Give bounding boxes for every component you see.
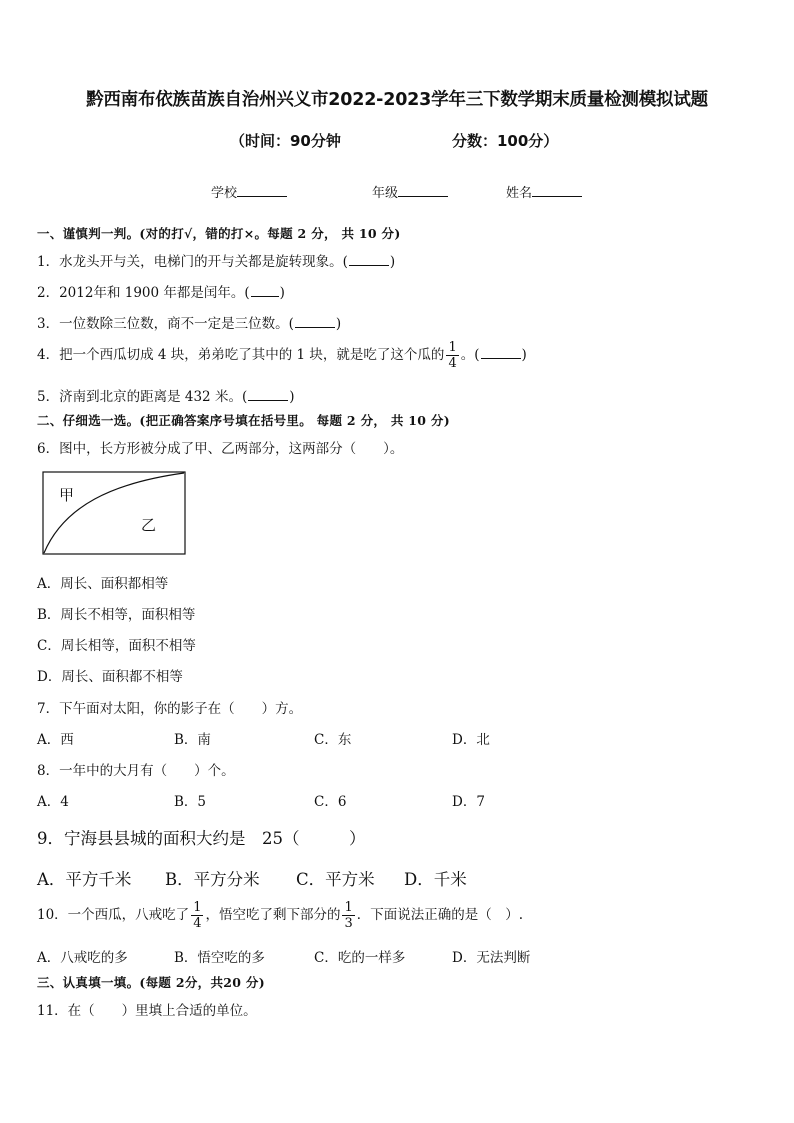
score-label: 分数：100分） (452, 132, 559, 150)
q6-option-a[interactable]: A．周长、面积都相等 (37, 576, 169, 592)
question-2: 2．2012年和 1900 年都是闰年。( ) (37, 285, 285, 301)
grade-blank[interactable] (398, 184, 448, 197)
q6-option-b[interactable]: B．周长不相等，面积相等 (37, 607, 196, 623)
question-6: 6．图中，长方形被分成了甲、乙两部分，这两部分（ ）。 (37, 441, 404, 457)
q8-option-d[interactable]: D．7 (452, 794, 485, 810)
name-field (506, 182, 582, 201)
q7-option-a[interactable]: A．西 (37, 732, 74, 748)
question-5: 5．济南到北京的距离是 432 米。( ) (37, 389, 295, 405)
answer-blank-5[interactable] (248, 389, 288, 401)
q10-option-d[interactable]: D．无法判断 (452, 950, 531, 966)
figure-label-jia: 甲 (59, 486, 75, 504)
school-blank[interactable] (237, 184, 287, 197)
q10-option-c[interactable]: C．吃的一样多 (314, 950, 406, 966)
school-label: 学校 (211, 186, 238, 201)
q9-option-d[interactable]: D．千米 (404, 870, 467, 889)
question-7: 7．下午面对太阳，你的影子在（ ）方。 (37, 701, 303, 717)
answer-blank-1[interactable] (349, 254, 389, 266)
section-heading-2: 二、仔细选一选。(把正确答案序号填在括号里。 每题 2 分， 共 10 分) (37, 413, 450, 428)
grade-field (372, 182, 448, 201)
section-heading-3: 三、认真填一填。(每题 2分，共20 分) (37, 975, 265, 990)
fraction-one-quarter: $\frac{1}{4}$ (448, 340, 457, 371)
q9-option-c[interactable]: C．平方米 (296, 870, 375, 889)
grade-label: 年级 (372, 186, 399, 201)
q7-option-d[interactable]: D．北 (452, 732, 490, 748)
q6-option-c[interactable]: C．周长相等，面积不相等 (37, 638, 196, 654)
q8-option-a[interactable]: A．4 (37, 794, 69, 810)
q8-option-b[interactable]: B．5 (174, 794, 207, 810)
answer-blank-4[interactable] (481, 347, 521, 359)
q10-option-b[interactable]: B．悟空吃的多 (174, 950, 265, 966)
question-3: 3．一位数除三位数，商不一定是三位数。( ) (37, 316, 342, 332)
page-title: 黔西南布依族苗族自治州兴义市2022-2023学年三下数学期末质量检测模拟试题 (86, 90, 708, 110)
answer-blank-3[interactable] (295, 316, 335, 328)
fraction-one-third: $\frac{1}{3}$ (344, 900, 353, 931)
question-1: 1．水龙头开与关，电梯门的开与关都是旋转现象。( ) (37, 254, 396, 270)
q9-option-a[interactable]: A．平方千米 (37, 870, 132, 889)
q7-option-c[interactable]: C．东 (314, 732, 352, 748)
q7-option-b[interactable]: B．南 (174, 732, 211, 748)
name-blank[interactable] (532, 184, 582, 197)
figure-label-yi: 乙 (141, 516, 157, 534)
question-10: 10．一个西瓜，八戒吃了 $\frac{1}{4}$ ，悟空吃了剩下部分的 $\frac{1}{3}$ ．下面说法正确的是（ ）. (37, 900, 524, 931)
question-4: 4．把一个西瓜切成 4 块，弟弟吃了其中的 1 块，就是吃了这个瓜的 $\frac{1}{4}$ 。( ) (37, 340, 527, 371)
name-label: 姓名 (506, 186, 533, 201)
school-field (211, 182, 287, 201)
question-11: 11．在（ ）里填上合适的单位。 (37, 1003, 257, 1019)
section-heading-1: 一、谨慎判一判。(对的打√，错的打×。每题 2 分， 共 10 分) (37, 226, 401, 241)
q8-option-c[interactable]: C．6 (314, 794, 347, 810)
answer-blank-2[interactable] (251, 285, 279, 297)
q9-option-b[interactable]: B．平方分米 (165, 870, 260, 889)
fraction-one-quarter: $\frac{1}{4}$ (193, 900, 202, 931)
q6-option-d[interactable]: D．周长、面积都不相等 (37, 669, 183, 685)
q10-option-a[interactable]: A．八戒吃的多 (37, 950, 128, 966)
time-label: （时间：90分钟 (230, 132, 341, 150)
question-8: 8．一年中的大月有（ ）个。 (37, 763, 235, 779)
question-9: 9．宁海县县城的面积大约是 25（ ） (37, 829, 366, 848)
